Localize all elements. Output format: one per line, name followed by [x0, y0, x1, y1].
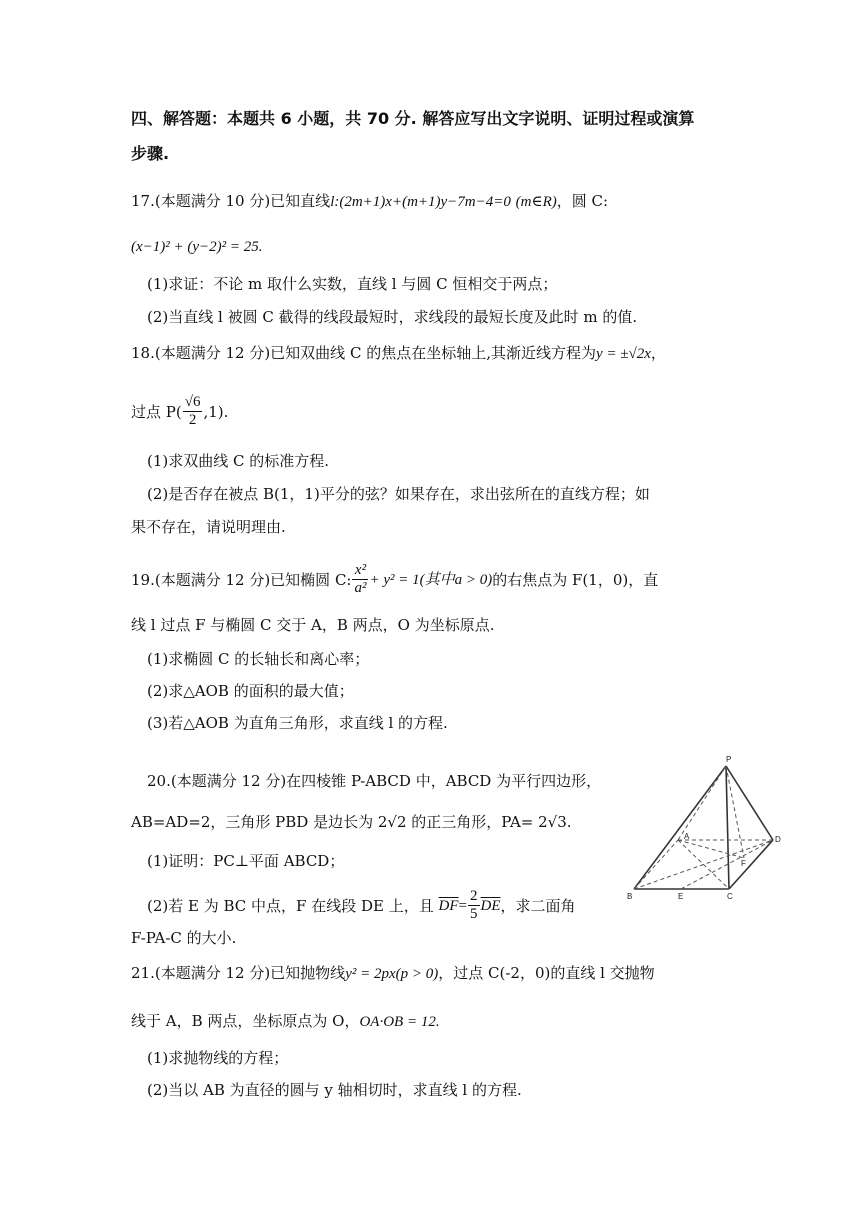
q19-stem-line2: 线 l 过点 F 与椭圆 C 交于 A，B 两点，O 为坐标原点.: [131, 616, 495, 634]
q20-part1: (1)证明：PC⊥平面 ABCD；: [147, 852, 345, 870]
edge-bd: [634, 840, 773, 889]
q18-lead: 18.(本题满分 12 分)已知双曲线 C 的焦点在坐标轴上,其渐近线方程为: [131, 344, 596, 362]
q18-point-fraction: [183, 394, 203, 430]
edge-pc: [726, 766, 729, 889]
q17-line-equation: l:(2m+1)x+(m+1)y−7m−4=0: [330, 194, 511, 210]
q20-part2-line2: F-PA-C 的大小.: [131, 929, 237, 947]
label-b: B: [627, 892, 633, 901]
q18-point-denominator: 2: [188, 412, 197, 429]
pyramid-figure: [626, 752, 786, 902]
q17-stem-line1: [131, 190, 608, 213]
q17-tail: ，圆 C:: [556, 192, 609, 210]
edge-pb: [634, 766, 726, 889]
q20-fraction-denominator: 5: [470, 906, 478, 923]
q21-part1: (1)求抛物线的方程；: [147, 1049, 289, 1067]
q20-equals: =: [458, 897, 467, 914]
q19-tail: 的右焦点为 F(1，0)，直: [492, 570, 659, 589]
q20-fraction-numerator: 2: [468, 888, 480, 906]
q21-lead: 21.(本题满分 12 分)已知抛物线: [131, 964, 346, 982]
label-d: D: [775, 835, 781, 844]
q19-part3: (3)若△AOB 为直角三角形，求直线 l 的方程.: [147, 714, 448, 732]
q18-part2-line2: 果不存在，请说明理由.: [131, 518, 286, 536]
edge-ed: [681, 840, 773, 889]
q17-part1: (1)求证：不论 m 取什么实数，直线 l 与圆 C 恒相交于两点；: [147, 275, 558, 293]
q21-mid: ，过点 C(-2，0)的直线 l 交抛物: [438, 964, 655, 982]
q21-dot-product: OA·OB = 12.: [359, 1014, 440, 1030]
q20-part2-lead: (2)若 E 为 BC 中点，F 在线段 DE 上，且: [147, 896, 434, 915]
edge-cd: [729, 840, 773, 889]
q17-part2: (2)当直线 l 被圆 C 截得的线段最短时，求线段的最短长度及此时 m 的值.: [147, 308, 638, 326]
q20-vector-df: $\overline{DF}$: [438, 897, 459, 914]
q21-stem-line2: [131, 1010, 440, 1033]
q18-part1: (1)求双曲线 C 的标准方程.: [147, 452, 330, 470]
label-f: F: [741, 859, 746, 868]
q18-tail: ，: [650, 344, 666, 362]
q19-part2: (2)求△AOB 的面积的最大值；: [147, 682, 354, 700]
q18-point-line: [131, 394, 228, 430]
q20-part2-tail: ，求二面角: [500, 896, 576, 915]
section-heading-line1: 四、解答题：本题共 6 小题，共 70 分. 解答应写出文字说明、证明过程或演算: [131, 109, 695, 128]
q18-stem-line1: [131, 342, 666, 365]
q19-lead: 19.(本题满分 12 分)已知椭圆 C:: [131, 570, 352, 589]
q19-ellipse-fraction: [352, 562, 368, 598]
label-c: C: [727, 892, 733, 901]
q20-part2-line1: [147, 888, 576, 924]
q21-stem-line1: [131, 962, 655, 985]
q19-fraction-denominator: a²: [354, 580, 367, 597]
q18-asymptote: y = ±√2x: [595, 346, 651, 362]
q20-fraction: [468, 888, 480, 924]
q17-condition: (m∈R): [515, 194, 557, 210]
q17-circle-equation: (x−1)² + (y−2)² = 25.: [131, 239, 263, 255]
label-a: A: [684, 832, 690, 841]
label-e: E: [678, 892, 684, 901]
q18-point-lead: 过点 P(: [131, 402, 182, 421]
edge-af: [678, 840, 744, 858]
q21-parabola-equation: y² = 2px(p > 0): [345, 966, 439, 982]
q19-stem-line1: [131, 562, 658, 598]
q17-lead: 17.(本题满分 10 分)已知直线: [131, 192, 331, 210]
q20-stem-line2: AB=AD=2，三角形 PBD 是边长为 2√2 的正三角形，PA= 2√3.: [131, 813, 572, 831]
edge-pa: [678, 766, 726, 840]
q21-line2-lead: 线于 A，B 两点，坐标原点为 O，: [131, 1012, 360, 1030]
section-heading-line2: 步骤.: [131, 144, 170, 163]
q18-point-numerator: √6: [183, 394, 203, 412]
q20-vector-de: $\overline{DE}$: [480, 897, 501, 914]
q19-fraction-numerator: x²: [352, 562, 368, 580]
q19-ellipse-equation: + y² = 1(其中a > 0): [369, 571, 493, 588]
q21-part2: (2)当以 AB 为直径的圆与 y 轴相切时，求直线 l 的方程.: [147, 1081, 522, 1099]
q19-part1: (1)求椭圆 C 的长轴长和离心率；: [147, 650, 370, 668]
label-p: P: [726, 755, 732, 764]
q20-stem-line1: 20.(本题满分 12 分)在四棱锥 P-ABCD 中，ABCD 为平行四边形，: [147, 772, 602, 790]
q18-point-tail: ,1).: [203, 402, 229, 421]
q18-part2-line1: (2)是否存在被点 B(1，1)平分的弦？如果存在，求出弦所在的直线方程；如: [147, 485, 650, 503]
